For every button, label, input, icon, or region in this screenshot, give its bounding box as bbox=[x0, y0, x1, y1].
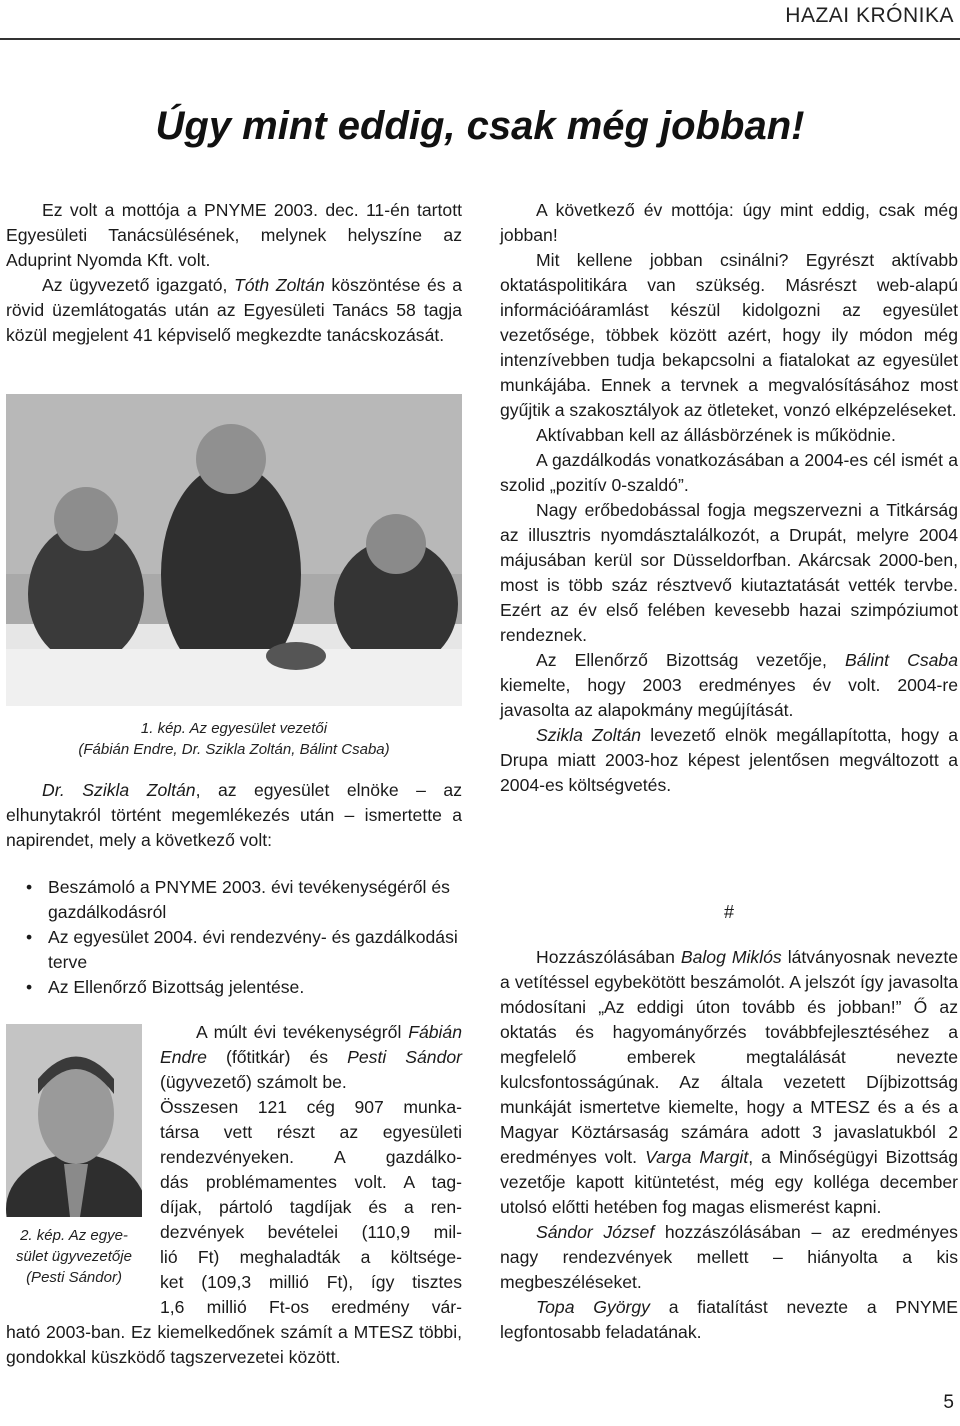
intro-paragraph: Ez volt a mottója a PNYME 2003. dec. 11-én tartott Egyesületi Tanácsülésének, melynek helyszíne az Aduprint Nyomda Kft. volt. bbox=[6, 200, 462, 270]
text: hozzászólásában – az eredményes nagy rendezvények mellett – hiányolta a kis megbeszéléseket. bbox=[500, 1222, 958, 1292]
caption-line: sület ügyvezetője bbox=[16, 1248, 132, 1265]
photo-caption bbox=[6, 718, 462, 760]
text-line: Összesen 121 cég 907 munka- bbox=[160, 1097, 462, 1117]
text: Az ügyvezető igazgató, bbox=[42, 275, 235, 295]
right-column-lower bbox=[500, 945, 958, 1345]
photo-portrait bbox=[6, 1024, 142, 1217]
person-name: Pesti Sándor bbox=[347, 1047, 462, 1067]
person-name: Szikla Zoltán bbox=[536, 725, 642, 745]
paragraph bbox=[500, 648, 958, 723]
text: Hozzászólásában bbox=[536, 947, 681, 967]
text-line: dezvények bevételei (110,9 mil- bbox=[160, 1222, 462, 1242]
text: kiemelte, hogy 2003 eredményes év volt. 2004-re javasolta az alapokmány megújítását. bbox=[500, 675, 958, 720]
header-rule bbox=[0, 38, 960, 40]
text-line: ket (109,3 millió Ft), így tisztes bbox=[160, 1272, 462, 1292]
photo-leaders bbox=[6, 394, 462, 706]
intro-paragraph-2 bbox=[6, 273, 462, 348]
photo-caption-2 bbox=[6, 1225, 142, 1288]
paragraph: Mit kellene jobban csinálni? Egyrészt aktívabb oktatáspolitikára van szükség. Másrészt web-alapú információáramlást készül kidolgozni az egyesület vezetősége, többek között azért, hogy ily módon még intenzívebben tudja bekapcsolni a fiatalokat az egyesület munkájába. Ennek a tervnek a megvalósításához most gyűjtik a szakosztályok az ötleteket, vonzó elképzeléseket. bbox=[500, 250, 958, 420]
report-conclusion: ható 2003-ban. Ez kiemelkedőnek számít a MTESZ többi, gondokkal küszködő tagszervezetei között. bbox=[6, 1322, 462, 1367]
agenda-item: • Az egyesület 2004. évi rendezvény- és gazdálkodási terve bbox=[26, 925, 462, 975]
report-paragraph bbox=[160, 1020, 462, 1095]
text-line: társa vett részt az egyesületi bbox=[160, 1122, 462, 1142]
paragraph bbox=[500, 1220, 958, 1295]
caption-line: (Fábián Endre, Dr. Szikla Zoltán, Bálint Csaba) bbox=[78, 741, 390, 758]
text-line: 1,6 millió Ft-os eredmény vár- bbox=[160, 1297, 462, 1317]
person-name: Topa György bbox=[536, 1297, 650, 1317]
person-name: Fábián Endre bbox=[160, 1022, 462, 1067]
text: (főtitkár) és bbox=[206, 1047, 348, 1067]
text-line: lió Ft) meghaladták a költsége- bbox=[160, 1247, 462, 1267]
article-title: Úgy mint eddig, csak még jobban! bbox=[155, 104, 805, 148]
caption-line: (Pesti Sándor) bbox=[26, 1269, 122, 1286]
section-label: HAZAI KRÓNIKA bbox=[785, 4, 954, 27]
text-line: dás problémamentes volt. A tag- bbox=[160, 1172, 462, 1192]
paragraph: A gazdálkodás vonatkozásában a 2004-es cél ismét a szolid „pozitív 0-szaldó”. bbox=[500, 450, 958, 495]
page-number: 5 bbox=[943, 1392, 954, 1413]
person-name: Tóth Zoltán bbox=[234, 275, 325, 295]
text: , az egyesület elnöke – az elhunytakról történt megemlékezés után – ismertette a napirendet, mely a következő volt: bbox=[6, 780, 462, 850]
text: (ügyvezető) számolt be. bbox=[160, 1072, 347, 1092]
agenda-item: • Beszámoló a PNYME 2003. évi tevékenységéről és gazdálkodásról bbox=[26, 875, 462, 925]
paragraph bbox=[500, 945, 958, 1220]
caption-line: 1. kép. Az egyesület vezetői bbox=[140, 720, 328, 737]
text: köszöntése és a rövid üzemlátogatás után az Egyesületi Tanács 58 tagja közül megjelent 41 képviselő megkezdte tanácskozását. bbox=[6, 275, 462, 345]
paragraph: A következő év mottója: úgy mint eddig, csak még jobban! bbox=[500, 200, 958, 245]
person-name: Sándor József bbox=[536, 1222, 655, 1242]
text-line: rendezvényeken. A gazdálko- bbox=[160, 1147, 462, 1167]
person-name: Bálint Csaba bbox=[845, 650, 958, 670]
text: levezető elnök megállapította, hogy a Drupa miatt 2003-hoz képest jelentősen megváltozott a 2004-es költségvetés. bbox=[500, 725, 959, 795]
caption-line: 2. kép. Az egye- bbox=[20, 1227, 128, 1244]
agenda-item: • Az Ellenőrző Bizottság jelentése. bbox=[26, 975, 462, 1000]
person-name: Varga Margit bbox=[645, 1147, 749, 1167]
report-lines bbox=[160, 1095, 462, 1320]
text-line: díjak, pártoló tagdíjak és a ren- bbox=[160, 1197, 462, 1217]
paragraph bbox=[500, 723, 958, 798]
text: a fiatalítást nevezte a PNYME legfontosabb feladatának. bbox=[500, 1297, 958, 1342]
person-name: Balog Miklós bbox=[680, 947, 782, 967]
agenda-intro bbox=[6, 778, 462, 853]
paragraph: Aktívabban kell az állásbörzének is működnie. bbox=[536, 425, 896, 445]
text: Az Ellenőrző Bizottság vezetője, bbox=[536, 650, 846, 670]
text: A múlt évi tevékenységről bbox=[196, 1022, 409, 1042]
text: , a Minőségügyi Bizottság vezetője kapott kitüntetést, még egy kolléga december utolsó előtti hetében fog magas elismerést kapni. bbox=[500, 1147, 958, 1217]
agenda-list bbox=[26, 875, 462, 1000]
text: látványosnak nevezte a vetítéssel egybekötött beszámolót. A jelszót így javasolta módosítani „Az eddigi úton tovább és jobban!” Ő az oktatás és hagyományőrzés továbbfejlesztéséhez a megfelelő emberek megtalálását nevezte kulcsfontosságúnak. Az általa vezetett Díjbizottság munkáját ismertetve kiemelte, hogy a MTESZ és a és a Magyar Köztársaság számára adott 3 javaslatukból 2 eredményes volt. bbox=[500, 947, 959, 1167]
paragraph bbox=[500, 1295, 958, 1345]
right-column bbox=[500, 198, 958, 798]
person-name: Dr. Szikla Zoltán bbox=[42, 780, 196, 800]
paragraph: Nagy erőbedobással fogja megszervezni a Titkárság az illusztris nyomdásztalálkozót, a Drupát, melyre 2004 májusában kerül sor Düsseldorfban. Akárcsak 2000-ben, most is több száz résztvevő kiutaztatását vették tervbe. Ezért az év első felében kevesebb hazai szimpóziumot rendeznek. bbox=[500, 500, 958, 645]
section-separator: # bbox=[723, 902, 734, 922]
